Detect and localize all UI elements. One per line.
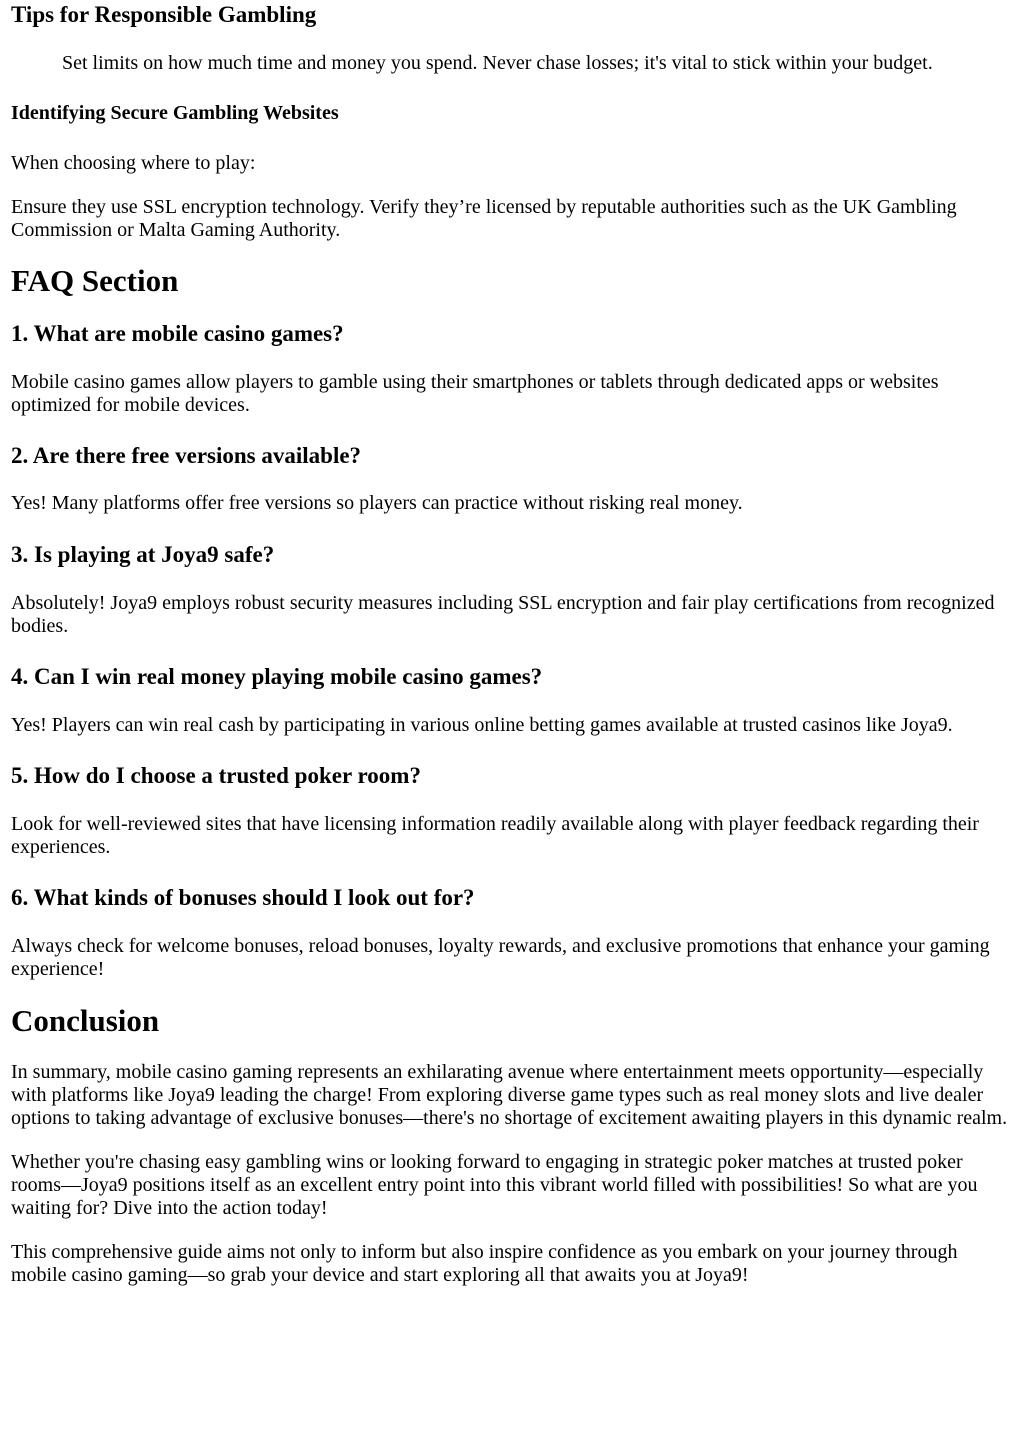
faq-answer-5: Look for well-reviewed sites that have licensing information readily available along with player feedback regarding their experiences. <box>11 813 979 858</box>
faq-question-1: 1. What are mobile casino games? <box>11 321 344 346</box>
faq-question-5: 5. How do I choose a trusted poker room? <box>11 763 421 788</box>
conclusion-paragraph-2: Whether you're chasing easy gambling wins or looking forward to engaging in strategic poker matches at trusted poker rooms—Joya9 positions itself as an excellent entry point into this vibrant world filled with possibilities! So what are you waiting for? Dive into the action today! <box>11 1151 978 1219</box>
faq-question-4: 4. Can I win real money playing mobile casino games? <box>11 664 543 689</box>
faq-question-3: 3. Is playing at Joya9 safe? <box>11 542 275 567</box>
faq-question-2: 2. Are there free versions available? <box>11 443 362 468</box>
secure-sites-body: Ensure they use SSL encryption technology. Verify they’re licensed by reputable authorities such as the UK Gambling Commission or Malta Gaming Authority. <box>11 196 957 241</box>
conclusion-paragraph-1: In summary, mobile casino gaming represents an exhilarating avenue where entertainment meets opportunity—especially with platforms like Joya9 leading the charge! From exploring diverse game types such as real money slots and live dealer options to taking advantage of exclusive bonuses—there's no shortage of excitement awaiting players in this dynamic realm. <box>11 1061 1008 1129</box>
faq-answer-3: Absolutely! Joya9 employs robust security measures including SSL encryption and fair play certifications from recognized bodies. <box>11 592 995 637</box>
tips-heading: Tips for Responsible Gambling <box>11 2 317 27</box>
faq-question-6: 6. What kinds of bonuses should I look out for? <box>11 885 475 910</box>
faq-answer-2: Yes! Many platforms offer free versions so players can practice without risking real money. <box>11 492 743 514</box>
faq-heading: FAQ Section <box>11 263 179 298</box>
conclusion-paragraph-3: This comprehensive guide aims not only to inform but also inspire confidence as you embark on your journey through mobile casino gaming—so grab your device and start exploring all that awaits you at Joya9! <box>11 1241 958 1286</box>
conclusion-heading: Conclusion <box>11 1003 160 1038</box>
tips-quote: Set limits on how much time and money you spend. Never chase losses; it's vital to stick within your budget. <box>62 52 933 74</box>
faq-answer-6: Always check for welcome bonuses, reload bonuses, loyalty rewards, and exclusive promotions that enhance your gaming experience! <box>11 935 990 980</box>
faq-answer-4: Yes! Players can win real cash by participating in various online betting games available at trusted casinos like Joya9. <box>11 714 953 736</box>
secure-sites-intro: When choosing where to play: <box>11 152 256 174</box>
faq-answer-1: Mobile casino games allow players to gamble using their smartphones or tablets through dedicated apps or websites optimized for mobile devices. <box>11 371 939 416</box>
secure-sites-heading: Identifying Secure Gambling Websites <box>11 102 339 124</box>
